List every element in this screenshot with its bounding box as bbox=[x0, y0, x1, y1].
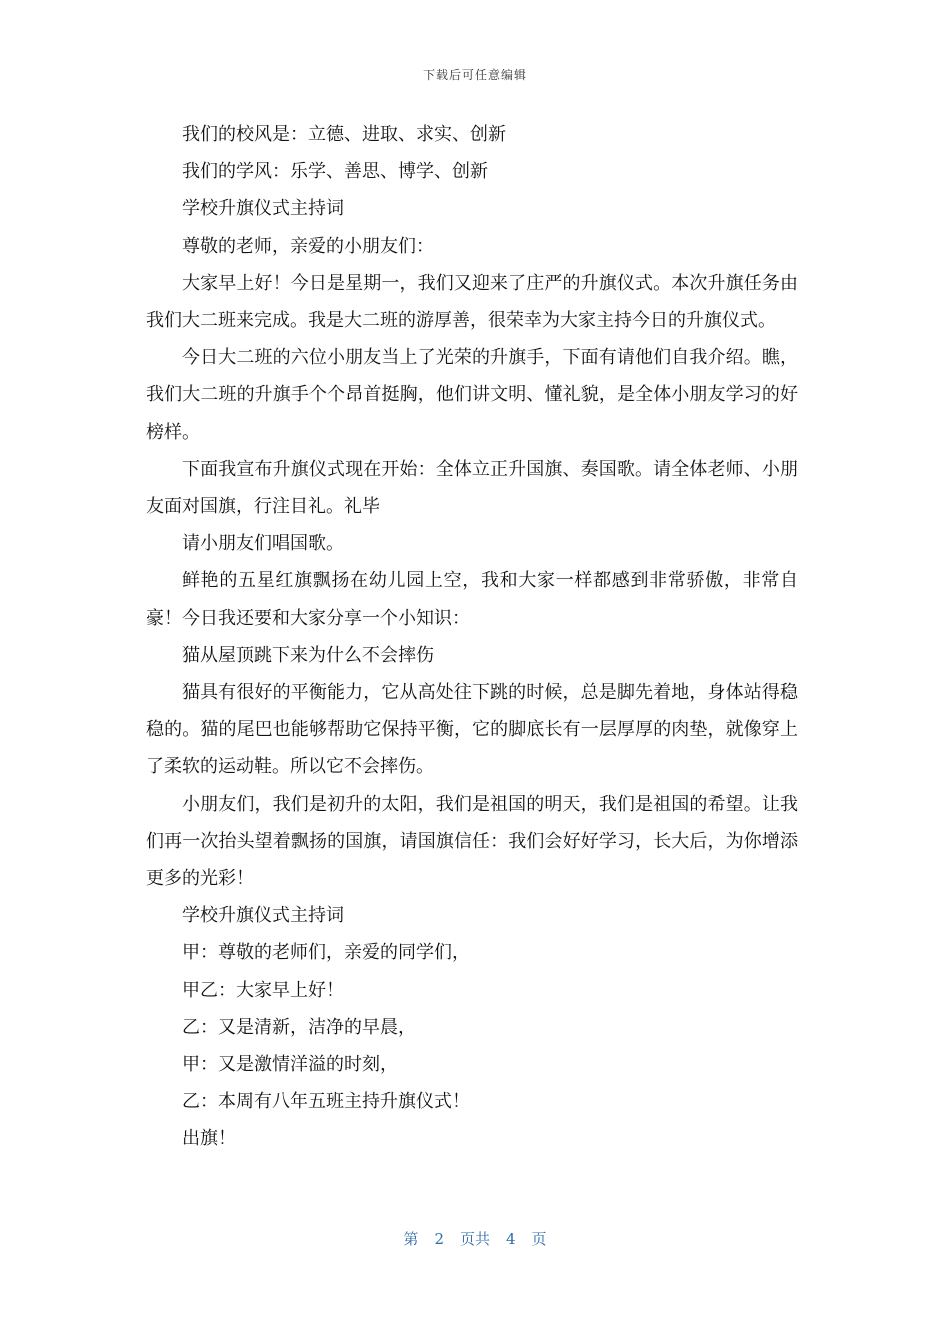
footer-suffix: 页 bbox=[531, 1230, 547, 1248]
footer-prefix: 第 bbox=[403, 1230, 419, 1248]
paragraph: 甲：又是激情洋溢的时刻， bbox=[182, 1054, 398, 1076]
paragraph: 出旗！ bbox=[182, 1128, 236, 1150]
page-footer bbox=[0, 1228, 950, 1249]
section-title: 学校升旗仪式主持词 bbox=[182, 905, 344, 927]
paragraph: 下面我宣布升旗仪式现在开始：全体立正升国旗、奏国歌。请全体老师、小朋友面对国旗，行注目礼。礼毕 bbox=[146, 458, 798, 518]
paragraph: 今日大二班的六位小朋友当上了光荣的升旗手，下面有请他们自我介绍。瞧，我们大二班的升旗手个个昂首挺胸，他们讲文明、懂礼貌，是全体小朋友学习的好榜样。 bbox=[146, 347, 798, 443]
paragraph: 甲：尊敬的老师们，亲爱的同学们， bbox=[182, 942, 470, 964]
paragraph: 猫具有很好的平衡能力，它从高处往下跳的时候，总是脚先着地，身体站得稳稳的。猫的尾巴也能够帮助它保持平衡，它的脚底长有一层厚厚的肉垫，就像穿上了柔软的运动鞋。所以它不会摔伤。 bbox=[146, 682, 798, 778]
paragraph: 尊敬的老师，亲爱的小朋友们： bbox=[182, 235, 434, 257]
paragraph: 请小朋友们唱国歌。 bbox=[182, 533, 344, 555]
paragraph: 乙：本周有八年五班主持升旗仪式！ bbox=[182, 1091, 470, 1113]
paragraph: 甲乙：大家早上好！ bbox=[182, 979, 344, 1001]
paragraph: 猫从屋顶跳下来为什么不会摔伤 bbox=[182, 644, 434, 666]
paragraph: 我们的学风：乐学、善思、博学、创新 bbox=[182, 161, 488, 183]
footer-middle: 页共 bbox=[459, 1230, 490, 1248]
footer-page-number: 2 bbox=[434, 1230, 444, 1248]
paragraph: 我们的校风是：立德、进取、求实、创新 bbox=[182, 124, 506, 145]
paragraph: 小朋友们，我们是初升的太阳，我们是祖国的明天，我们是祖国的希望。让我们再一次抬头望着飘扬的国旗，请国旗信任：我们会好好学习，长大后，为你增添更多的光彩！ bbox=[146, 793, 798, 890]
section-title: 学校升旗仪式主持词 bbox=[182, 198, 344, 220]
page-header: 下载后可任意编辑 bbox=[422, 68, 527, 82]
footer-total-pages: 4 bbox=[506, 1230, 516, 1248]
paragraph: 鲜艳的五星红旗飘扬在幼儿园上空，我和大家一样都感到非常骄傲，非常自豪！今日我还要和大家分享一个小知识： bbox=[146, 570, 798, 629]
paragraph: 乙：又是清新，洁净的早晨， bbox=[182, 1016, 416, 1038]
document-body bbox=[146, 116, 798, 1158]
paragraph: 大家早上好！今日是星期一，我们又迎来了庄严的升旗仪式。本次升旗任务由我们大二班来完成。我是大二班的游厚善，很荣幸为大家主持今日的升旗仪式。 bbox=[146, 272, 798, 332]
